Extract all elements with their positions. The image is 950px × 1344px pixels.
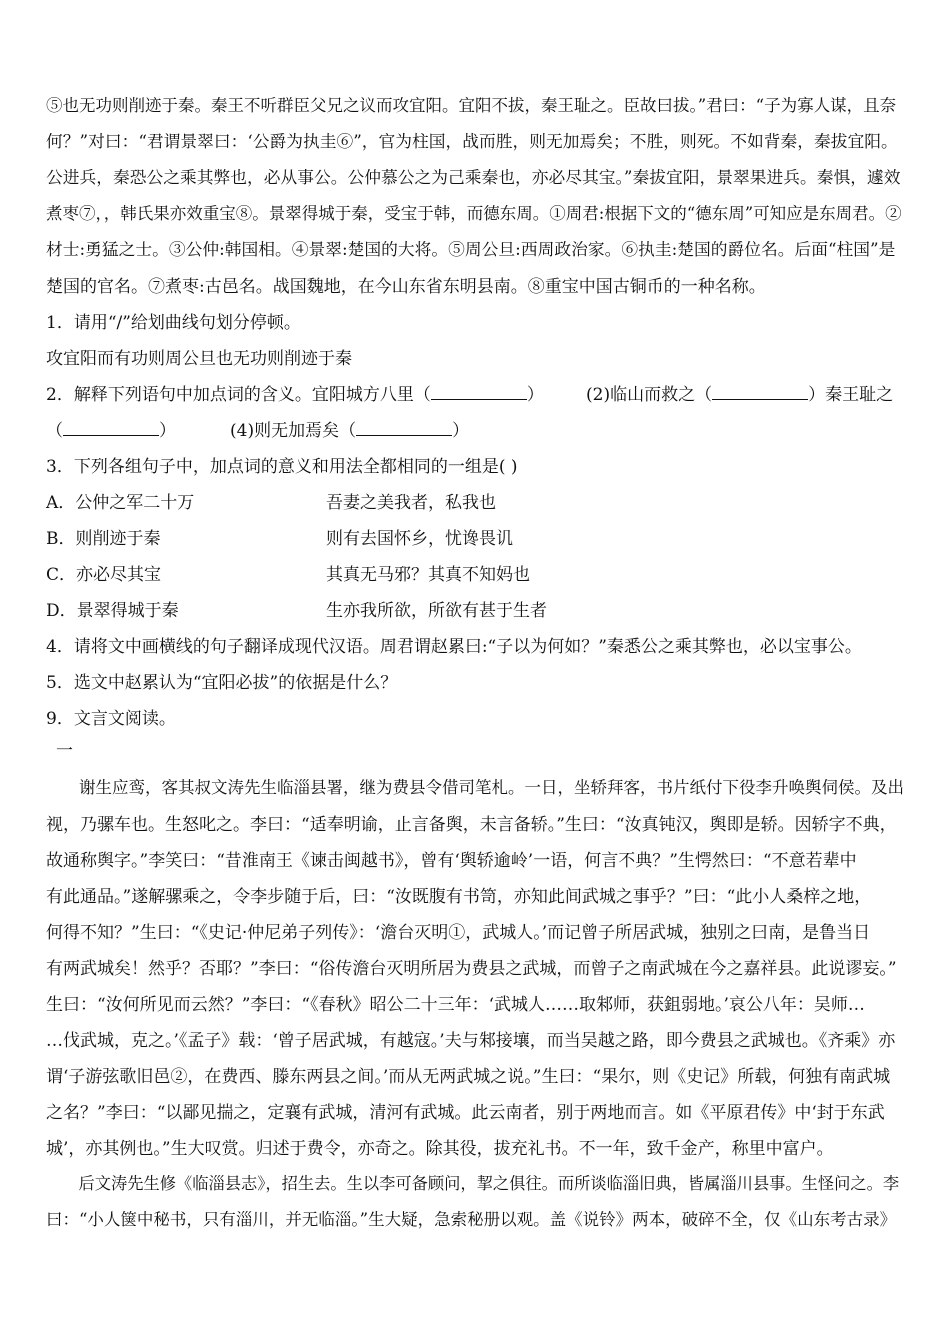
passage-1-line: 材士:勇猛之士。③公仲:韩国相。④景翠:楚国的大将。⑤周公旦:西周政治家。⑥执圭:楚国的爵位名。后面“柱国”是 (46, 239, 896, 259)
passage-2-line: 生曰：“汝何所见而云然？”李曰：“《春秋》昭公二十三年：‘武城人……取邾师，获鉏弱地。’哀公八年：吴师… (46, 995, 865, 1015)
option-c-left: C．亦必尽其宝 (46, 565, 162, 585)
option-d-right: 生亦我所欲，所欲有甚于生者 (326, 601, 547, 621)
question-2-stem: 2．解释下列语句中加点词的含义。宜阳城方八里（ (46, 385, 431, 405)
question-3-stem: 3．下列各组句子中，加点词的意义和用法全都相同的一组是( ) (46, 457, 518, 477)
passage-1-line: ⑤也无功则削迹于秦。秦王不听群臣父兄之议而攻宜阳。宜阳不拔，秦王耻之。臣故曰拔。”君曰：“子为寡人谋，且奈 (46, 96, 897, 115)
answer-blank[interactable] (63, 421, 159, 436)
section-heading: 一 (56, 741, 73, 761)
option-a-left: A．公仲之军二十万 (46, 493, 195, 513)
question-2-line-1 (46, 380, 544, 405)
option-c-right: 其真无马邪？其真不知妈也 (326, 565, 530, 585)
question-1: 1．请用“/”给划曲线句划分停顿。 (46, 313, 301, 333)
question-2-item-4-text: (4)则无加焉矣（ (230, 421, 357, 441)
question-2-item-2-text: (2)临山而救之（ (586, 385, 713, 405)
option-a-right: 吾妻之美我者，私我也 (326, 493, 496, 513)
passage-2-line: 何得不知？”生曰：“《史记·仲尼弟子列传》：‘澹台灭明①，武城人。’而记曾子所居武城，独别之曰南，是鲁当日 (46, 923, 871, 943)
bracket-open: （ (46, 421, 63, 441)
passage-1-line: 煮枣⑦，，韩氏果亦效重宝⑧。景翠得城于秦，受宝于韩，而德东周。①周君:根据下文的“德东周”可知应是东周君。② (46, 204, 902, 223)
passage-2-line: 之名？”李曰：“以鄙见揣之，定襄有武城，清河有武城。此云南者，别于两地而言。如《平原君传》中‘封于东武 (46, 1103, 885, 1123)
passage-2-line: 故通称舆字。”李笑曰：“昔淮南王《谏击闽越书》，曾有‘舆轿逾岭’一语，何言不典？”生愕然曰：“不意若辈中 (46, 851, 857, 871)
passage-1-line: 公进兵，秦恐公之乘其弊也，必从事公。公仲慕公之为己乘秦也，亦必尽其宝。”秦拔宜阳，景翠果进兵。秦惧，遽效 (46, 167, 901, 187)
option-b-right: 则有去国怀乡，忧谗畏讥 (326, 529, 513, 549)
option-d-left: D．景翠得城于秦 (46, 601, 179, 621)
passage-2-line: 视，乃骡车也。生怒叱之。李曰：“适奉明谕，止言备舆，未言备轿。”生曰：“汝真钝汉，舆即是轿。因轿字不典， (46, 815, 897, 835)
passage-2-line: 有此通品。”遂解骡乘之，令李步随于后，曰：“汝既腹有书笥，亦知此间武城之事乎？”曰：“此小人桑梓之地， (46, 887, 872, 907)
option-b-left: B．则削迹于秦 (46, 529, 161, 549)
question-2-item-2 (586, 380, 893, 405)
question-9-title: 9．文言文阅读。 (46, 709, 176, 729)
passage-3-line: 后文涛先生修《临淄县志》，招生去。生以李可备顾问，挈之俱往。而所谈临淄旧典，皆属淄川县事。生怪问之。李 (46, 1174, 900, 1193)
option-c[interactable] (46, 560, 906, 585)
question-2-item-3-text: ）秦王耻之 (808, 385, 894, 405)
option-b[interactable] (46, 524, 906, 549)
option-a[interactable] (46, 488, 906, 513)
passage-2-line: …伐武城，克之。’《孟子》载：‘曾子居武城，有越寇。’夫与邾接壤，而当吴越之路，即今费县之武城也。《齐乘》亦 (46, 1031, 896, 1051)
question-2-item-4 (230, 416, 469, 441)
answer-blank[interactable] (712, 385, 808, 400)
question-1-sentence: 攻宜阳而有功则周公旦也无功则削迹于秦 (46, 349, 352, 369)
answer-blank[interactable] (356, 421, 452, 436)
bracket-close: ） (526, 385, 544, 405)
passage-2-line: 谢生应鸾，客其叔文涛先生临淄县署，继为费县令借司笔札。一日，坐轿拜客，书片纸付下役李升唤舆伺侯。及出 (46, 778, 904, 797)
answer-blank[interactable] (431, 385, 527, 400)
passage-3-line: 曰：“小人箧中秘书，只有淄川，并无临淄。”生大疑，急索秘册以观。盖《说铃》两本，破碎不全，仅《山东考古录》 (46, 1210, 897, 1229)
passage-2-line: 谓‘子游弦歌旧邑②，在费西、滕东两县之间。’而从无两武城之说。”生曰：“果尔，则《史记》所载，何独有南武城 (46, 1067, 891, 1087)
option-d[interactable] (46, 596, 906, 621)
question-5: 5．选文中赵累认为“宜阳必拔”的依据是什么？ (46, 673, 398, 693)
passage-1-line: 何？”对曰：“君谓景翠曰：‘公爵为执圭⑥”，官为柱国，战而胜，则无加焉矣；不胜，则死。不如背秦，秦拔宜阳。 (46, 131, 898, 151)
bracket-close: ） (452, 421, 470, 441)
passage-1-line: 楚国的官名。⑦煮枣:古邑名。战国魏地，在今山东省东明县南。⑧重宝中国古铜币的一种名称。 (46, 277, 766, 297)
question-4: 4．请将文中画横线的句子翻译成现代汉语。周君谓赵累曰:“子以为何如？”秦悉公之乘其弊也，必以宝事公。 (46, 637, 862, 657)
bracket-close: ） (159, 421, 176, 441)
passage-2-line: 城’，亦其例也。”生大叹赏。归述于费令，亦奇之。除其役，拔充礼书。不一年，致千金产，称里中富户。 (46, 1139, 834, 1159)
passage-2-line: 有两武城矣！然乎？否耶？”李曰：“俗传澹台灭明所居为费县之武城，而曾子之南武城在今之嘉祥县。此说谬妄。” (46, 959, 897, 979)
question-2-line-2 (46, 416, 176, 441)
